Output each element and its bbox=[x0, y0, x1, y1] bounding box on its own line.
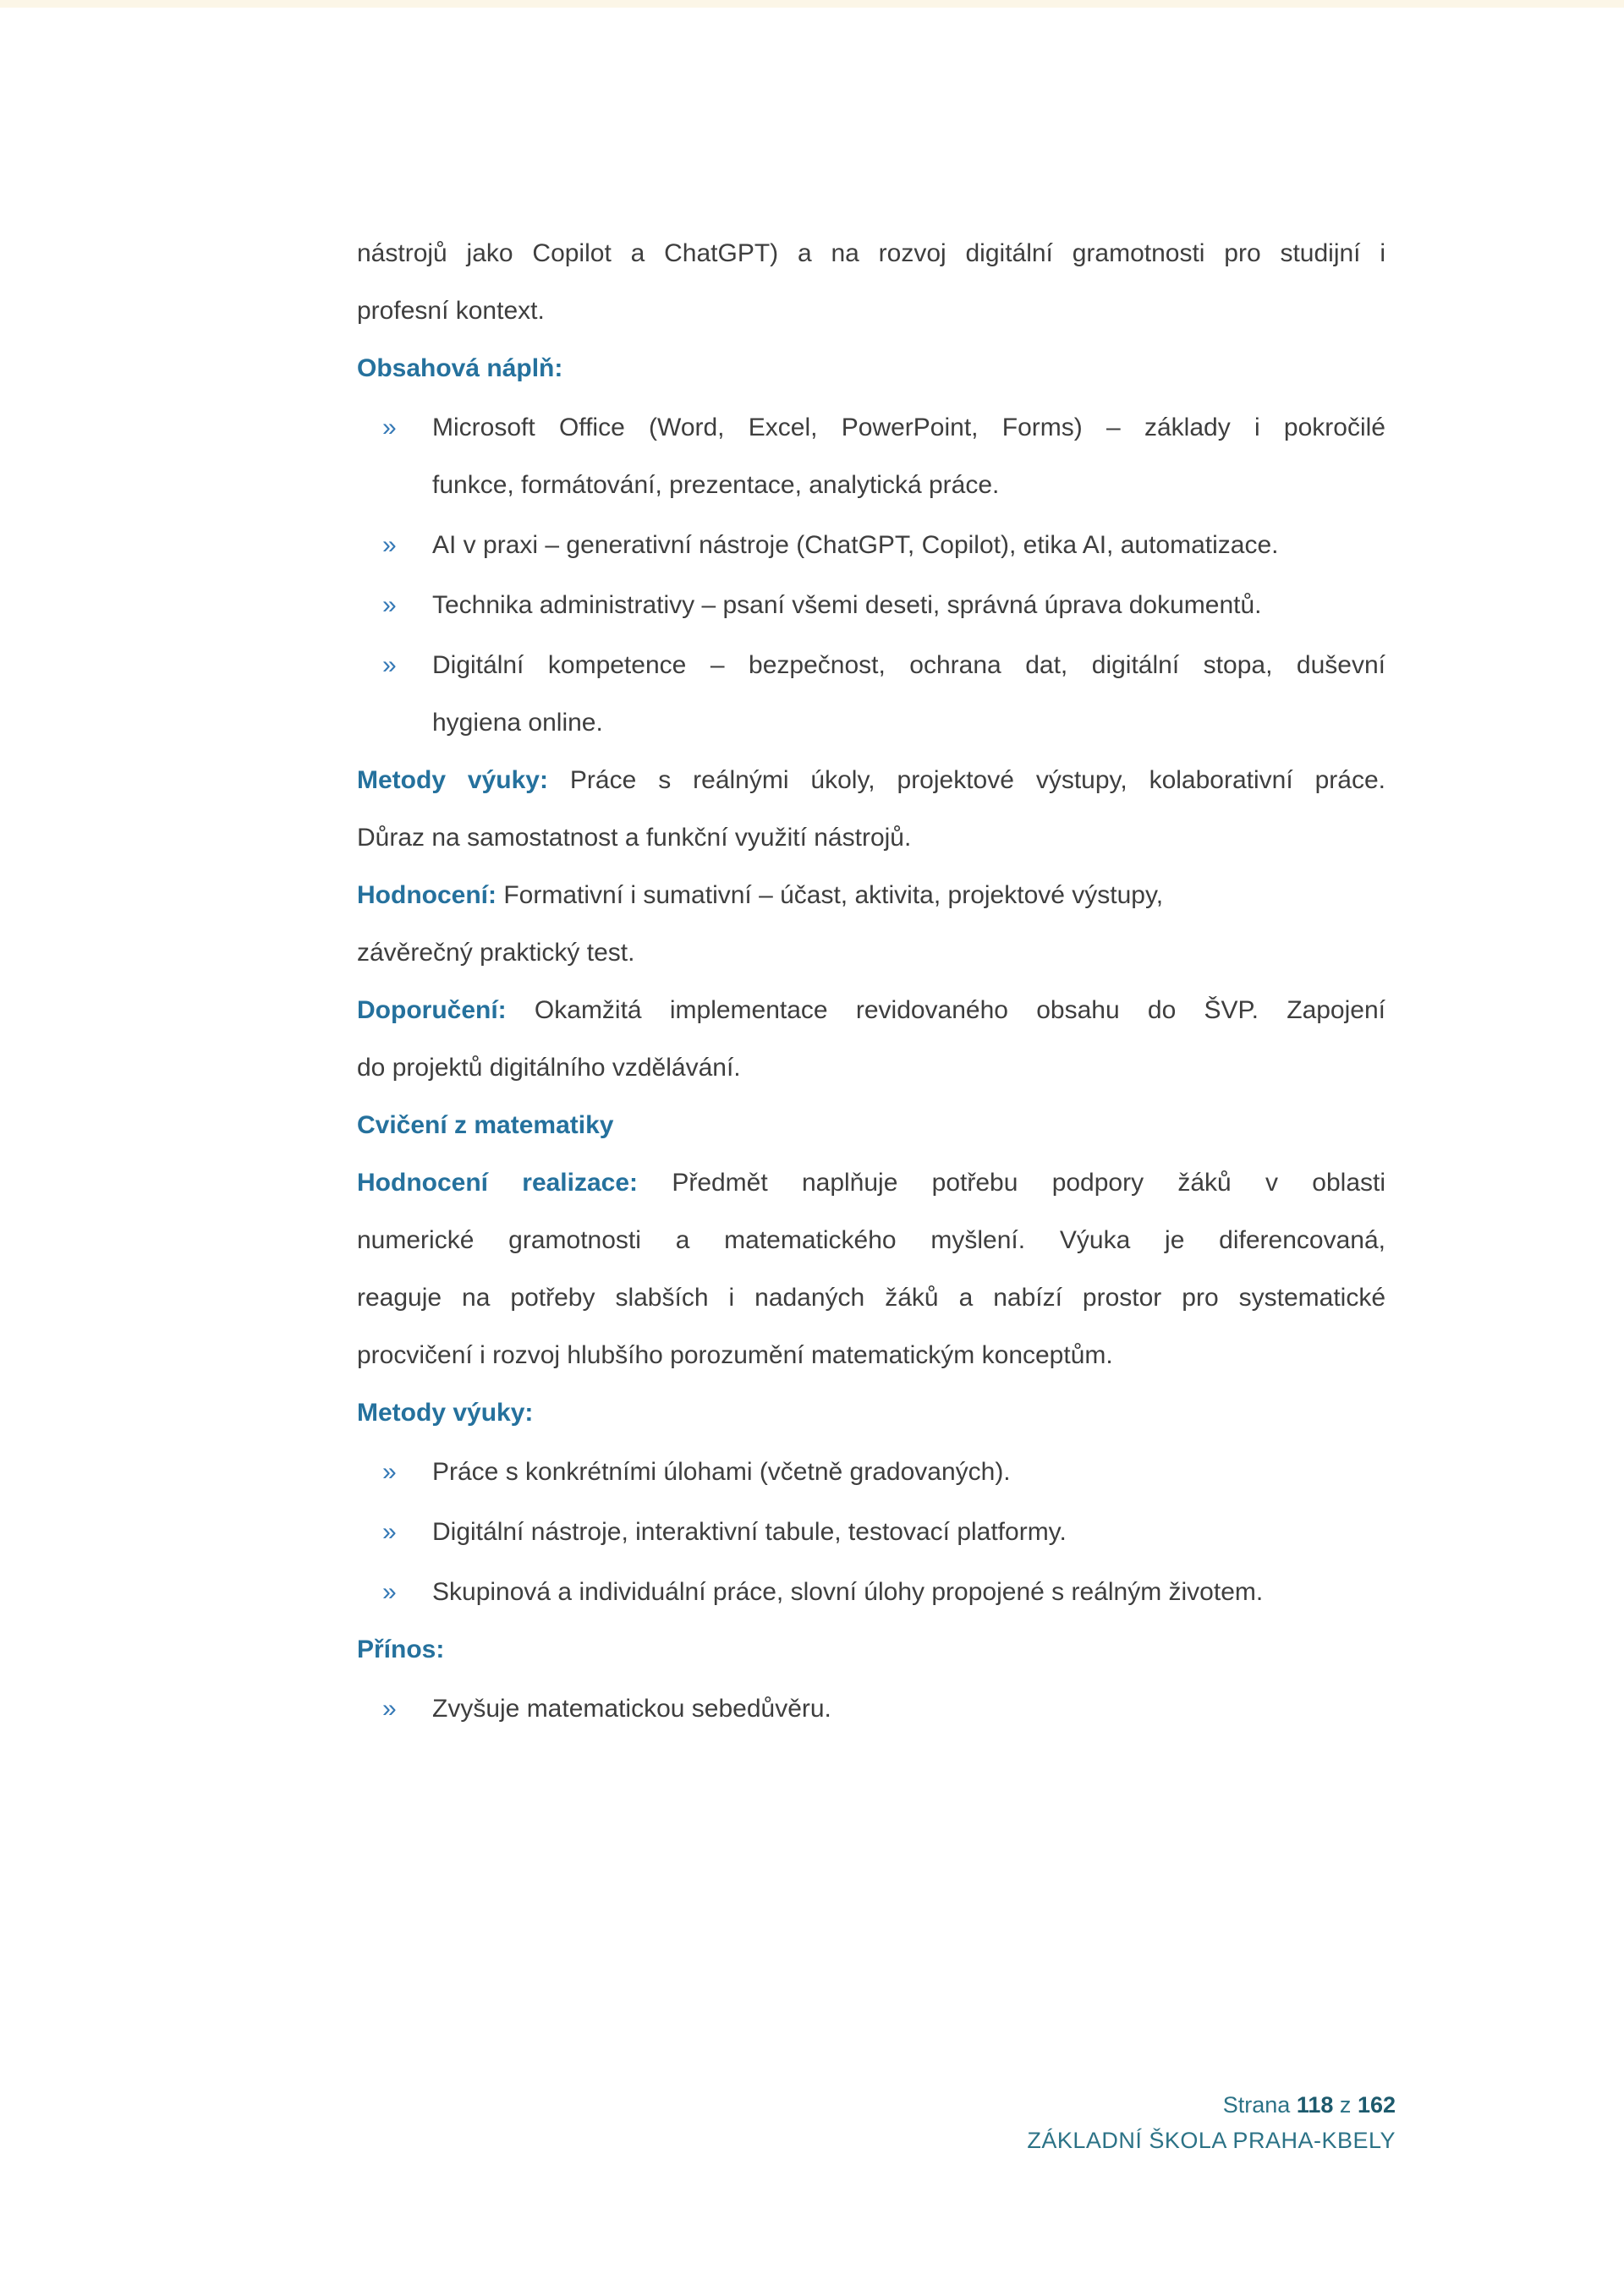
list-item bbox=[357, 577, 1385, 634]
bullet-text: Digitální kompetence – bezpečnost, ochrana dat, digitální stopa, duševní bbox=[432, 651, 1385, 679]
lead-label: Hodnocení realizace: bbox=[357, 1169, 639, 1197]
heading-prinos: Přínos: bbox=[357, 1636, 445, 1663]
footer-school-name: ZÁKLADNÍ ŠKOLA PRAHA-KBELY bbox=[1027, 2128, 1396, 2153]
paragraph-metody-vyuky bbox=[357, 752, 1385, 867]
lead-label: Doporučení: bbox=[357, 996, 507, 1024]
paragraph-line bbox=[357, 982, 1385, 1039]
list-item bbox=[357, 1680, 1385, 1738]
bullet-list-metody bbox=[357, 1444, 1385, 1621]
list-item bbox=[357, 1564, 1385, 1621]
bullet-text: Microsoft Office (Word, Excel, PowerPoint, Forms) – základy i pokročilé bbox=[432, 414, 1385, 441]
paragraph-text: Formativní i sumativní – účast, aktivita, projektové výstupy, bbox=[503, 881, 1164, 909]
paragraph-line: nástrojů jako Copilot a ChatGPT) a na rozvoj digitální gramotnosti pro studijní i bbox=[357, 239, 1385, 267]
paragraph-line bbox=[357, 752, 1385, 809]
footer-page-total: 162 bbox=[1357, 2092, 1396, 2118]
footer-page-label: Strana bbox=[1222, 2092, 1291, 2118]
paragraph-line: Důraz na samostatnost a funkční využití nástrojů. bbox=[357, 824, 912, 852]
bullet-text: AI v praxi – generativní nástroje (ChatGPT, Copilot), etika AI, automatizace. bbox=[432, 531, 1279, 559]
list-item bbox=[357, 517, 1385, 574]
heading-obsahova-napln: Obsahová náplň: bbox=[357, 354, 563, 382]
paragraph-hodnoceni-realizace bbox=[357, 1154, 1385, 1384]
paragraph-text: Předmět naplňuje potřebu podpory žáků v oblasti bbox=[672, 1169, 1386, 1197]
list-item bbox=[357, 1504, 1385, 1561]
footer-page-line bbox=[1027, 2087, 1396, 2123]
paragraph-line bbox=[357, 1154, 1385, 1212]
guillemet-bullet: » bbox=[382, 531, 397, 559]
list-item bbox=[357, 1444, 1385, 1501]
bullet-text: Digitální nástroje, interaktivní tabule, testovací platformy. bbox=[432, 1518, 1067, 1546]
guillemet-bullet: » bbox=[382, 1518, 397, 1546]
page-footer bbox=[1027, 2087, 1396, 2158]
scan-edge-artifact bbox=[0, 0, 1624, 8]
bullet-text: funkce, formátování, prezentace, analytická práce. bbox=[432, 471, 1000, 499]
guillemet-bullet: » bbox=[382, 1695, 397, 1723]
bullet-text: Technika administrativy – psaní všemi deseti, správná úprava dokumentů. bbox=[432, 591, 1262, 619]
paragraph-line: profesní kontext. bbox=[357, 297, 545, 325]
paragraph-line: procvičení i rozvoj hlubšího porozumění matematickým konceptům. bbox=[357, 1341, 1113, 1369]
guillemet-bullet: » bbox=[382, 1458, 397, 1486]
paragraph-line: reaguje na potřeby slabších i nadaných žáků a nabízí prostor pro systematické bbox=[357, 1284, 1385, 1312]
heading-metody-vyuky-2: Metody výuky: bbox=[357, 1399, 534, 1427]
paragraph-line: numerické gramotnosti a matematického myšlení. Výuka je diferencovaná, bbox=[357, 1226, 1385, 1254]
paragraph-hodnoceni bbox=[357, 867, 1385, 982]
paragraph-line: závěrečný praktický test. bbox=[357, 939, 635, 967]
list-item bbox=[357, 399, 1385, 514]
bullet-text: hygiena online. bbox=[432, 709, 603, 737]
bullet-text: Skupinová a individuální práce, slovní úlohy propojené s reálným životem. bbox=[432, 1578, 1264, 1606]
guillemet-bullet: » bbox=[382, 591, 397, 619]
paragraph-continuation bbox=[357, 225, 1385, 340]
paragraph-text: Okamžitá implementace revidovaného obsahu do ŠVP. Zapojení bbox=[534, 996, 1385, 1024]
bullet-list-obsah bbox=[357, 399, 1385, 752]
bullet-text: Práce s konkrétními úlohami (včetně gradovaných). bbox=[432, 1458, 1011, 1486]
paragraph-line bbox=[357, 867, 1385, 924]
guillemet-bullet: » bbox=[382, 414, 397, 441]
lead-label: Hodnocení: bbox=[357, 881, 497, 909]
footer-page-number: 118 bbox=[1296, 2092, 1334, 2118]
guillemet-bullet: » bbox=[382, 1578, 397, 1606]
bullet-list-prinos bbox=[357, 1680, 1385, 1738]
heading-cviceni-z-matematiky: Cvičení z matematiky bbox=[357, 1111, 614, 1139]
paragraph-doporuceni bbox=[357, 982, 1385, 1097]
page-content bbox=[357, 225, 1385, 1738]
paragraph-text: Práce s reálnými úkoly, projektové výstupy, kolaborativní práce. bbox=[569, 766, 1385, 794]
footer-of-label: z bbox=[1339, 2092, 1352, 2118]
bullet-text: Zvyšuje matematickou sebedůvěru. bbox=[432, 1695, 831, 1723]
guillemet-bullet: » bbox=[382, 651, 397, 679]
list-item bbox=[357, 637, 1385, 752]
paragraph-line: do projektů digitálního vzdělávání. bbox=[357, 1054, 741, 1082]
lead-label: Metody výuky: bbox=[357, 766, 548, 794]
